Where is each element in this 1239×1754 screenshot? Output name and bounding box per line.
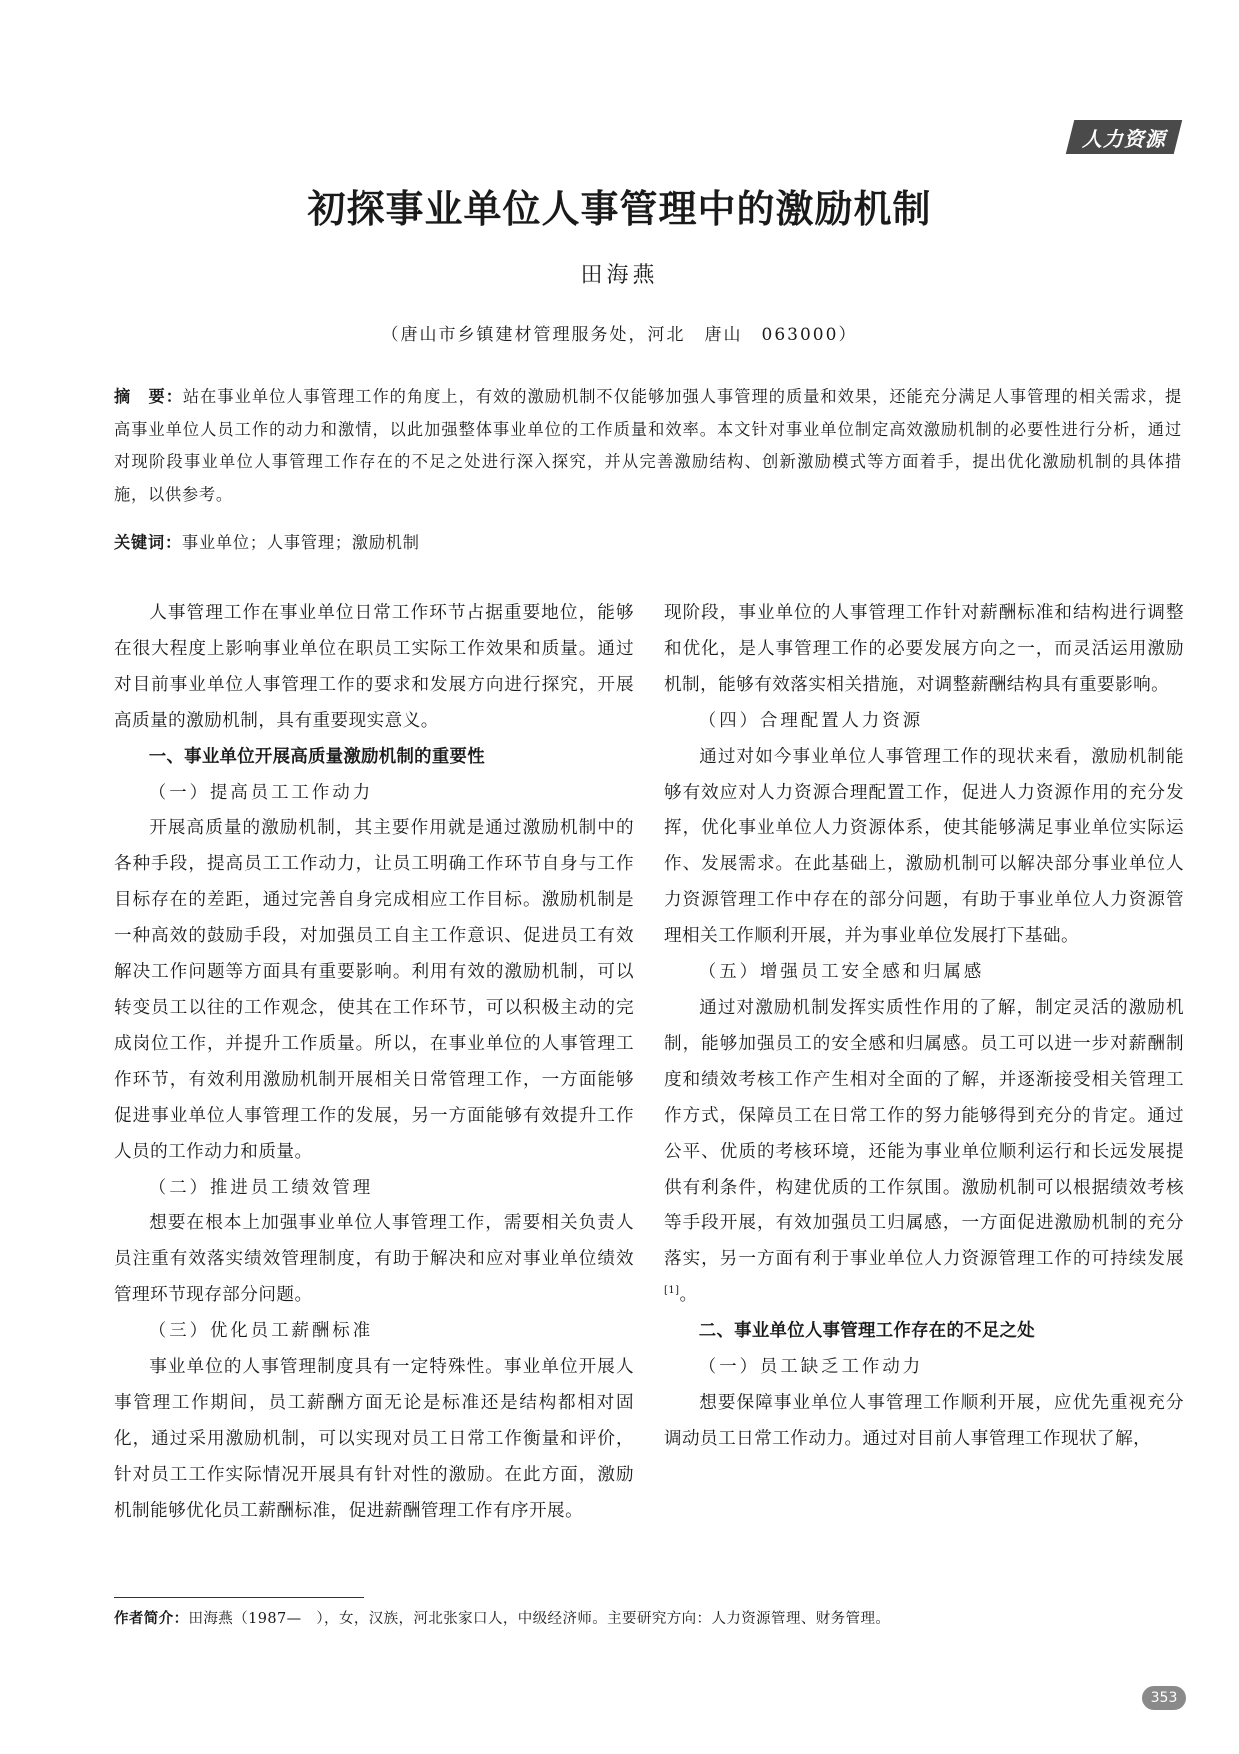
keywords-label: 关键词： bbox=[114, 533, 182, 552]
footnote-label: 作者简介： bbox=[114, 1611, 189, 1627]
keywords bbox=[114, 527, 1182, 560]
article-title: 初探事业单位人事管理中的激励机制 bbox=[307, 187, 932, 231]
body-paragraph: 通过对如今事业单位人事管理工作的现状来看，激励机制能够有效应对人力资源合理配置工作，促进人力资源作用的充分发挥，优化事业单位人力资源体系，使其能够满足事业单位实际运作、发展需求。在此基础上，激励机制可以解决部分事业单位人力资源管理工作中存在的部分问题，有助于事业单位人力资源管理相关工作顺利开展，并为事业单位发展打下基础。 bbox=[664, 746, 1184, 947]
abstract bbox=[114, 381, 1182, 511]
abstract-label: 摘 要： bbox=[114, 387, 183, 406]
author-affiliation: （唐山市乡镇建材管理服务处，河北 唐山 063000） bbox=[381, 325, 858, 345]
section-heading: 一、事业单位开展高质量激励机制的重要性 bbox=[148, 746, 485, 767]
author-footnote bbox=[114, 1608, 1182, 1630]
keywords-text: 事业单位；人事管理；激励机制 bbox=[181, 533, 420, 552]
section-badge bbox=[1066, 120, 1182, 154]
paragraph-end: 。 bbox=[679, 1285, 698, 1306]
paragraph-text: 通过对激励机制发挥实质性作用的了解，制定灵活的激励机制，能够加强员工的安全感和归属感。员工可以进一步对薪酬制度和绩效考核工作产生相对全面的了解，并逐渐接受相关管理工作方式，保障员工在日常工作的努力能够得到充分的肯定。通过公平、优质的考核环境，还能为事业单位顺利运行和长远发展提供有利条件，构建优质的工作氛围。激励机制可以根据绩效考核等手段开展，有效加强员工归属感，一方面促进激励机制的充分落实，另一方面有利于事业单位人力资源管理工作的可持续发展 bbox=[664, 997, 1184, 1270]
body-paragraph: 人事管理工作在事业单位日常工作环节占据重要地位，能够在很大程度上影响事业单位在职员工实际工作效果和质量。通过对目前事业单位人事管理工作的要求和发展方向进行探究，开展高质量的激励机制，具有重要现实意义。 bbox=[114, 603, 634, 731]
page-number: 353 bbox=[1142, 1686, 1186, 1710]
body-column-right bbox=[664, 596, 1184, 1458]
citation-marker[interactable]: [1] bbox=[664, 1285, 680, 1297]
footnote-divider bbox=[114, 1597, 364, 1598]
section-label: 人力资源 bbox=[1082, 126, 1166, 151]
subsection-heading: （一）提高员工工作动力 bbox=[148, 782, 374, 803]
body-paragraph: 事业单位的人事管理制度具有一定特殊性。事业单位开展人事管理工作期间，员工薪酬方面无论是标准还是结构都相对固化，通过采用激励机制，可以实现对员工日常工作衡量和评价，针对员工工作实际情况开展具有针对性的激励。在此方面，激励机制能够优化员工薪酬标准，促进薪酬管理工作有序开展。 bbox=[114, 1357, 634, 1521]
subsection-heading: （一）员工缺乏工作动力 bbox=[698, 1357, 924, 1378]
subsection-heading: （三）优化员工薪酬标准 bbox=[148, 1321, 374, 1342]
footnote-text: 田海燕（1987— ），女，汉族，河北张家口人，中级经济师。主要研究方向：人力资源管理、财务管理。 bbox=[188, 1611, 891, 1627]
subsection-heading: （二）推进员工绩效管理 bbox=[148, 1177, 374, 1198]
body-paragraph bbox=[664, 991, 1184, 1314]
subsection-heading: （五）增强员工安全感和归属感 bbox=[698, 962, 985, 983]
body-paragraph: 现阶段，事业单位的人事管理工作针对薪酬标准和结构进行调整和优化，是人事管理工作的必要发展方向之一，而灵活运用激励机制，能够有效落实相关措施，对调整薪酬结构具有重要影响。 bbox=[664, 603, 1184, 695]
abstract-text: 站在事业单位人事管理工作的角度上，有效的激励机制不仅能够加强人事管理的质量和效果，还能充分满足人事管理的相关需求，提高事业单位人员工作的动力和激情，以此加强整体事业单位的工作质量和效率。本文针对事业单位制定高效激励机制的必要性进行分析，通过对现阶段事业单位人事管理工作存在的不足之处进行深入探究，并从完善激励结构、创新激励模式等方面着手，提出优化激励机制的具体措施，以供参考。 bbox=[114, 387, 1182, 504]
body-column-left bbox=[114, 596, 634, 1530]
author-name: 田海燕 bbox=[580, 263, 659, 288]
subsection-heading: （四）合理配置人力资源 bbox=[698, 710, 924, 731]
section-heading: 二、事业单位人事管理工作存在的不足之处 bbox=[698, 1321, 1035, 1342]
body-paragraph: 想要在根本上加强事业单位人事管理工作，需要相关负责人员注重有效落实绩效管理制度，有助于解决和应对事业单位绩效管理环节现存部分问题。 bbox=[114, 1213, 634, 1306]
body-paragraph: 开展高质量的激励机制，其主要作用就是通过激励机制中的各种手段，提高员工工作动力，让员工明确工作环节自身与工作目标存在的差距，通过完善自身完成相应工作目标。激励机制是一种高效的鼓励手段，对加强员工自主工作意识、促进员工有效解决工作问题等方面具有重要影响。利用有效的激励机制，可以转变员工以往的工作观念，使其在工作环节，可以积极主动的完成岗位工作，并提升工作质量。所以，在事业单位的人事管理工作环节，有效利用激励机制开展相关日常管理工作，一方面能够促进事业单位人事管理工作的发展，另一方面能够有效提升工作人员的工作动力和质量。 bbox=[114, 818, 634, 1162]
body-paragraph: 想要保障事业单位人事管理工作顺利开展，应优先重视充分调动员工日常工作动力。通过对目前人事管理工作现状了解， bbox=[664, 1392, 1184, 1449]
